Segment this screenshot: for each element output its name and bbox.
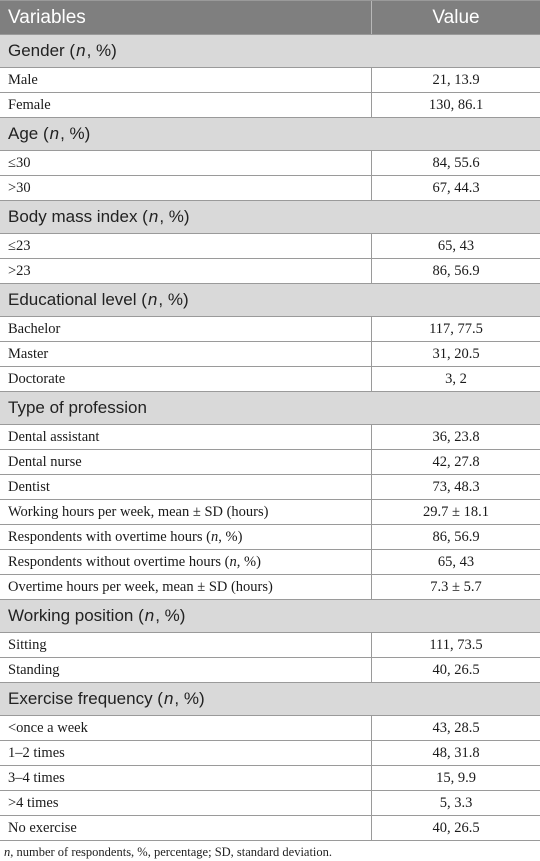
table-row xyxy=(0,475,540,500)
table-header xyxy=(0,1,540,35)
table-row xyxy=(0,68,540,93)
variable-cell: Female xyxy=(0,93,372,117)
value-cell: 130, 86.1 xyxy=(428,97,484,113)
section-title-italic: n xyxy=(148,207,159,226)
value-cell: 31, 20.5 xyxy=(432,346,480,362)
section-header xyxy=(0,35,540,68)
table-row xyxy=(0,259,540,284)
value-cell: 86, 56.9 xyxy=(432,263,480,279)
variable-cell: Doctorate xyxy=(0,367,372,391)
table-body xyxy=(0,35,540,841)
table-row xyxy=(0,151,540,176)
value-cell: 65, 43 xyxy=(437,554,475,570)
section-header xyxy=(0,118,540,151)
variable-cell: >30 xyxy=(0,176,372,200)
variable-italic: n xyxy=(210,529,219,545)
table-row xyxy=(0,716,540,741)
value-cell: 5, 3.3 xyxy=(439,795,473,811)
section-title-suffix: , %) xyxy=(158,290,189,309)
variable-text: Respondents without overtime hours ( xyxy=(8,554,230,570)
variable-cell: Sitting xyxy=(0,633,372,657)
table-row xyxy=(0,633,540,658)
value-cell: 67, 44.3 xyxy=(432,180,480,196)
table-row xyxy=(0,342,540,367)
variable-cell: Standing xyxy=(0,658,372,682)
section-title-suffix: , %) xyxy=(86,41,117,60)
variable-cell xyxy=(0,525,372,549)
section-title-suffix: , %) xyxy=(159,207,190,226)
value-cell: 7.3 ± 5.7 xyxy=(430,579,482,595)
variable-cell: No exercise xyxy=(0,816,372,840)
header-value: Value xyxy=(432,6,480,28)
value-cell: 29.7 ± 18.1 xyxy=(423,504,489,520)
section-title-italic: n xyxy=(147,290,158,309)
section-title-suffix: , %) xyxy=(155,606,186,625)
table-row xyxy=(0,658,540,683)
variable-cell: Overtime hours per week, mean ± SD (hours) xyxy=(0,575,372,599)
table-row xyxy=(0,176,540,201)
section-title: Body mass index ( xyxy=(8,207,148,226)
value-cell: 117, 77.5 xyxy=(429,321,483,337)
value-cell: 3, 2 xyxy=(445,371,467,387)
table-row xyxy=(0,93,540,118)
footnote-n: n xyxy=(4,845,11,859)
variable-cell xyxy=(0,550,372,574)
table-row xyxy=(0,816,540,841)
section-title-italic: n xyxy=(163,689,174,708)
table-row xyxy=(0,741,540,766)
variable-cell: <once a week xyxy=(0,716,372,740)
variable-cell: >4 times xyxy=(0,791,372,815)
section-title-italic: n xyxy=(144,606,155,625)
value-cell: 48, 31.8 xyxy=(432,745,480,761)
variable-cell: Bachelor xyxy=(0,317,372,341)
variable-cell: Working hours per week, mean ± SD (hours) xyxy=(0,500,372,524)
variable-cell: Master xyxy=(0,342,372,366)
table-row xyxy=(0,367,540,392)
value-cell: 86, 56.9 xyxy=(432,529,480,545)
section-header xyxy=(0,683,540,716)
section-title: Gender ( xyxy=(8,41,76,60)
table-row xyxy=(0,791,540,816)
section-title: Working position ( xyxy=(8,606,144,625)
variable-cell: Dental assistant xyxy=(0,425,372,449)
section-header xyxy=(0,600,540,633)
table-row xyxy=(0,425,540,450)
table-row xyxy=(0,500,540,525)
variable-text: Respondents with overtime hours ( xyxy=(8,529,211,545)
value-cell: 65, 43 xyxy=(437,238,475,254)
value-cell: 84, 55.6 xyxy=(432,155,480,171)
section-title-italic: n xyxy=(76,41,86,60)
variable-suffix: , %) xyxy=(236,554,261,570)
section-header xyxy=(0,284,540,317)
value-cell: 15, 9.9 xyxy=(436,770,476,786)
value-cell: 21, 13.9 xyxy=(432,72,480,88)
table-row xyxy=(0,450,540,475)
section-title-suffix: , %) xyxy=(174,689,205,708)
variable-cell: 1–2 times xyxy=(0,741,372,765)
section-header xyxy=(0,201,540,234)
value-cell: 36, 23.8 xyxy=(432,429,480,445)
header-variables: Variables xyxy=(0,1,372,34)
value-cell: 43, 28.5 xyxy=(432,720,480,736)
table-row xyxy=(0,766,540,791)
value-cell: 42, 27.8 xyxy=(432,454,480,470)
section-title-suffix: , %) xyxy=(60,124,91,143)
variable-cell: Dentist xyxy=(0,475,372,499)
value-cell: 40, 26.5 xyxy=(432,820,480,836)
variable-suffix: , %) xyxy=(218,529,243,545)
variable-cell: ≤23 xyxy=(0,234,372,258)
section-title: Exercise frequency ( xyxy=(8,689,163,708)
variable-cell: 3–4 times xyxy=(0,766,372,790)
section-title: Age ( xyxy=(8,124,49,143)
variable-cell: Male xyxy=(0,68,372,92)
section-title: Type of profession xyxy=(8,398,147,417)
variable-cell: Dental nurse xyxy=(0,450,372,474)
variable-cell: ≤30 xyxy=(0,151,372,175)
section-title: Educational level ( xyxy=(8,290,147,309)
table-row xyxy=(0,317,540,342)
value-cell: 111, 73.5 xyxy=(429,637,483,653)
table-row xyxy=(0,234,540,259)
value-cell: 73, 48.3 xyxy=(432,479,480,495)
table-footnote xyxy=(4,845,332,860)
section-header xyxy=(0,392,540,425)
footnote-text: , number of respondents, %, percentage; SD, standard deviation. xyxy=(10,845,333,859)
table-row xyxy=(0,575,540,600)
value-cell: 40, 26.5 xyxy=(432,662,480,678)
table-row xyxy=(0,550,540,575)
variable-cell: >23 xyxy=(0,259,372,283)
section-title-italic: n xyxy=(49,124,60,143)
table-row xyxy=(0,525,540,550)
variable-italic: n xyxy=(229,554,237,570)
